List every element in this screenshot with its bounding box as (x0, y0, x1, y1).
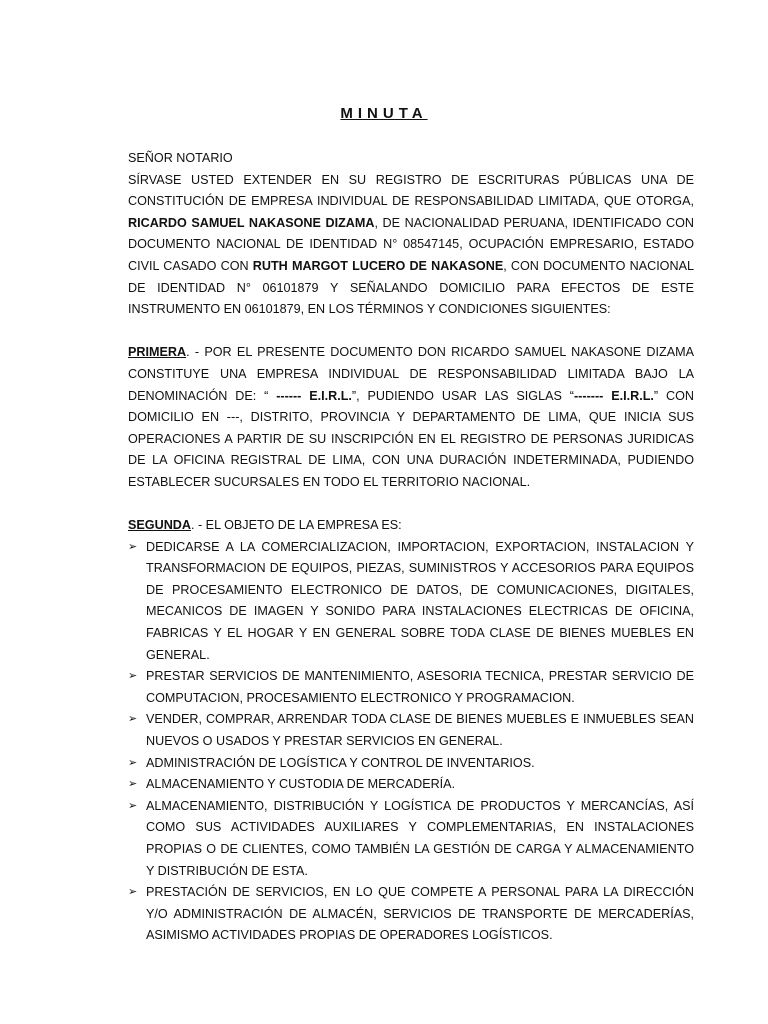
clause-primera (128, 342, 694, 493)
salutation: SEÑOR NOTARIO (128, 151, 233, 165)
clause-segunda-heading: SEGUNDA (128, 518, 191, 533)
paragraph-spacer (128, 494, 694, 516)
arrow-bullet-icon: ➢ (128, 713, 138, 726)
list-item: ➢ ALMACENAMIENTO Y CUSTODIA DE MERCADERÍA. (128, 774, 694, 796)
clause-primera-text-3: ” CON DOMICILIO EN ---, DISTRITO, PROVINCIA Y DEPARTAMENTO DE LIMA, QUE INICIA SUS OPERACIONES A PARTIR DE SU INSCRIPCIÓN EN EL REGISTRO DE PERSONAS JURIDICAS DE LA OFICINA REGISTRAL DE LIMA, CON UNA DURACIÓN INDETERMINADA, PUDIENDO ESTABLECER SUCURSALES EN TODO EL TERRITORIO NACIONAL. (128, 388, 694, 489)
grantor-name: RICARDO SAMUEL NAKASONE DIZAMA (128, 215, 375, 230)
document-title: MINUTA (340, 105, 428, 122)
arrow-bullet-icon: ➢ (128, 756, 138, 769)
arrow-bullet-icon: ➢ (128, 540, 138, 553)
arrow-bullet-icon: ➢ (128, 799, 138, 812)
list-item: ➢ DEDICARSE A LA COMERCIALIZACION, IMPORTACION, EXPORTACION, INSTALACION Y TRANSFORMACION DE EQUIPOS, PIEZAS, SUMINISTROS Y ACCESORIOS PARA EQUIPOS DE PROCESAMIENTO ELECTRONICO DE DATOS, DE COMUNICACIONES, DIGITALES, MECANICOS DE IMAGEN Y SONIDO PARA INSTALACIONES ELECTRICAS DE OFICINA, FABRICAS Y EL HOGAR Y EN GENERAL SOBRE TODA CLASE DE BIENES MUEBLES EN GENERAL. (128, 537, 694, 667)
clause-primera-text-1: . - POR EL PRESENTE DOCUMENTO DON RICARDO SAMUEL NAKASONE DIZAMA CONSTITUYE UNA EMPRESA INDIVIDUAL DE RESPONSABILIDAD LIMITADA BAJO LA DENOMINACIÓN DE: “ (128, 345, 694, 403)
intro-text-3: , CON DOCUMENTO NACIONAL DE IDENTIDAD N° 06101879 Y SEÑALANDO DOMICILIO PARA EFECTOS DE ESTE INSTRUMENTO EN 06101879, EN LOS TÉRMINOS Y CONDICIONES SIGUIENTES: (128, 258, 694, 317)
intro-paragraph (128, 170, 694, 321)
document-body (128, 148, 694, 947)
list-item: ➢ VENDER, COMPRAR, ARRENDAR TODA CLASE DE BIENES MUEBLES E INMUEBLES SEAN NUEVOS O USADOS Y PRESTAR SERVICIOS EN GENERAL. (128, 709, 694, 752)
list-item: ➢ ADMINISTRACIÓN DE LOGÍSTICA Y CONTROL DE INVENTARIOS. (128, 753, 694, 775)
company-name: ------ E.I.R.L. (276, 388, 352, 403)
arrow-bullet-icon: ➢ (128, 670, 138, 683)
arrow-bullet-icon: ➢ (128, 778, 138, 791)
list-item: ➢ PRESTACIÓN DE SERVICIOS, EN LO QUE COMPETE A PERSONAL PARA LA DIRECCIÓN Y/O ADMINISTRACIÓN DE ALMACÉN, SERVICIOS DE TRANSPORTE DE MERCADERÍAS, ASIMISMO ACTIVIDADES PROPIAS DE OPERADORES LOGÍSTICOS. (128, 882, 694, 947)
list-item: ➢ ALMACENAMIENTO, DISTRIBUCIÓN Y LOGÍSTICA DE PRODUCTOS Y MERCANCÍAS, ASÍ COMO SUS ACTIVIDADES AUXILIARES Y COMPLEMENTARIAS, EN INSTALACIONES PROPIAS O DE CLIENTES, COMO TAMBIÉN LA GESTIÓN DE CARGA Y ALMACENAMIENTO Y DISTRIBUCIÓN DE ESTA. (128, 796, 694, 882)
arrow-bullet-icon: ➢ (128, 886, 138, 899)
clause-segunda-text: . - EL OBJETO DE LA EMPRESA ES: (190, 518, 402, 533)
intro-text-1: SÍRVASE USTED EXTENDER EN SU REGISTRO DE ESCRITURAS PÚBLICAS UNA DE CONSTITUCIÓN DE EMPRESA INDIVIDUAL DE RESPONSABILIDAD LIMITADA, QUE OTORGA, (128, 172, 694, 209)
business-purpose-list (128, 537, 694, 947)
list-item: ➢ PRESTAR SERVICIOS DE MANTENIMIENTO, ASESORIA TECNICA, PRESTAR SERVICIO DE COMPUTACION, PROCESAMIENTO ELECTRONICO Y PROGRAMACION. (128, 666, 694, 709)
clause-primera-text-2: ”, PUDIENDO USAR LAS SIGLAS “ (351, 388, 574, 403)
company-acronym: ------- E.I.R.L. (573, 388, 654, 403)
paragraph-spacer (128, 321, 694, 343)
clause-primera-heading: PRIMERA (128, 345, 187, 360)
clause-segunda (128, 515, 694, 537)
spouse-name: RUTH MARGOT LUCERO DE NAKASONE (252, 258, 504, 273)
intro-text-2: , DE NACIONALIDAD PERUANA, IDENTIFICADO CON DOCUMENTO NACIONAL DE IDENTIDAD N° 08547145, OCUPACIÓN EMPRESARIO, ESTADO CIVIL CASADO CON (128, 215, 695, 273)
